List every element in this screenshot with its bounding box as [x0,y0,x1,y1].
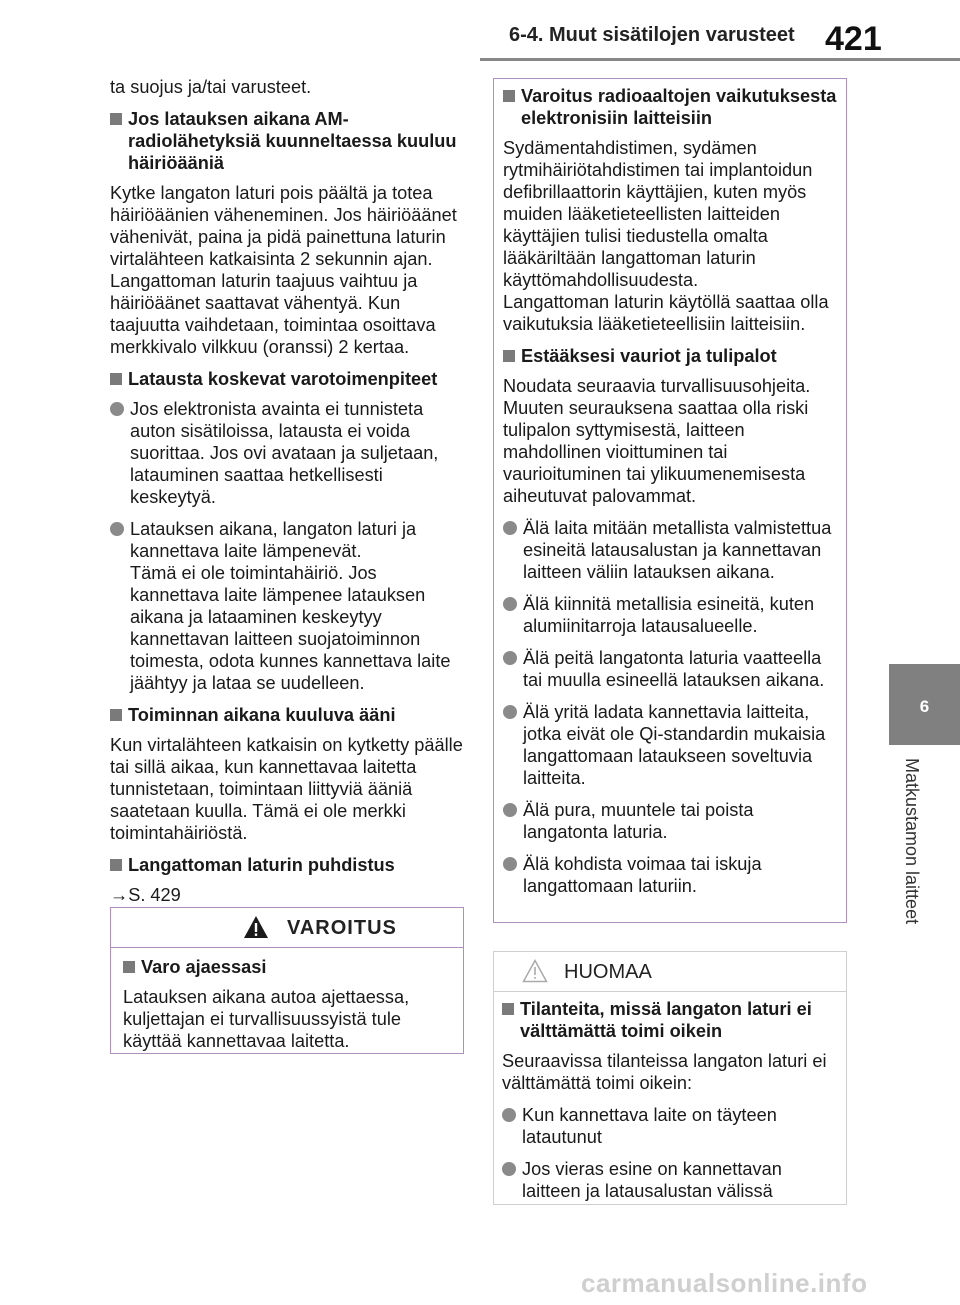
heading-text: Jos latauksen aikana AM-radiolähetyksiä kuunneltaessa kuuluu häiriöääniä [128,109,457,173]
circle-bullet-icon [502,1162,516,1176]
warning-box-header [111,908,463,948]
note-box [493,951,847,1205]
page-reference[interactable] [110,884,465,906]
operation-sound-text: Kun virtalähteen katkaisin on kytketty päälle tai sillä aikaa, kun kannettavaa laitetta tunnistetaan, toimintaan liittyviä ääniä saatetaan kuulla. Tämä ei ole merkki toimintahäiriöstä. [110,735,463,843]
circle-bullet-icon [503,651,517,665]
list-item-text: Älä pura, muuntele tai poista langatonta laturia. [523,800,754,842]
heading-am-radio [110,108,465,174]
heading-text: Tilanteita, missä langaton laturi ei välttämättä toimi oikein [520,999,812,1041]
list-item-text: Latauksen aikana, langaton laturi ja kannettava laite lämpenevät. [130,519,417,561]
arrow-right-icon: → [110,885,129,905]
square-bullet-icon [110,709,122,721]
heading-text: Varoitus radioaaltojen vaikutuksesta elektronisiin laitteisiin [521,86,837,128]
heading-cleaning [110,854,465,876]
heading-precautions [110,368,465,390]
list-item [503,799,838,843]
chapter-number: 6 [919,697,930,716]
list-item-text: Älä yritä ladata kannettavia laitteita, jotka eivät ole Qi-standardin mukaisia langattomaan lataukseen soveltuvia laitteita. [523,702,826,788]
chapter-label: Matkustamon laitteet [902,758,922,925]
note-heading [502,998,838,1042]
circle-bullet-icon [503,597,517,611]
heading-text: Estääksesi vauriot ja tulipalot [521,346,777,366]
warning-text: Latauksen aikana autoa ajettaessa, kuljettajan ei turvallisuussyistä tule käyttää kannettavaa laitetta. [123,987,410,1051]
left-column [110,76,465,916]
header-rule [480,58,960,61]
fire-prevention-text: Noudata seuraavia turvallisuusohjeita. Muuten seurauksena saattaa olla riski tulipalon syttymisestä, laitteen mahdollinen vioittuminen tai vaurioituminen tai ylikuumenemisesta aiheutuvat palovammat. [503,376,811,506]
heading-text: Toiminnan aikana kuuluva ääni [128,705,396,725]
square-bullet-icon [503,350,515,362]
circle-bullet-icon [110,402,124,416]
square-bullet-icon [110,373,122,385]
heading-text: Latausta koskevat varotoimenpiteet [128,369,438,389]
list-item [502,1158,838,1202]
list-item [110,518,465,694]
list-item-text: Jos vieras esine on kannettavan laitteen ja latausalustan välissä [522,1159,782,1201]
note-box-body [494,992,846,1220]
square-bullet-icon [503,90,515,102]
list-item [503,593,838,637]
section-title: 6-4. Muut sisätilojen varusteet [509,24,795,46]
circle-bullet-icon [110,522,124,536]
heading-radio-waves [503,85,838,129]
warning-box [110,907,464,1054]
page-number: 421 [825,20,882,58]
circle-bullet-icon [503,521,517,535]
chapter-tab [889,664,960,745]
square-bullet-icon [110,113,122,125]
circle-bullet-icon [503,705,517,719]
radio-waves-text: Sydämentahdistimen, sydämen rytmihäiriötahdistimen tai implantoidun defibrillaattorin käyttäjien, kuten myös muiden lääketieteellisten laitteiden käyttäjien tulisi tiedustella omalta lääkäriltään langattoman laturin käyttömahdollisuudesta. [503,138,813,290]
warning-triangle-icon [243,915,269,939]
list-item-text: Tämä ei ole toimintahäiriö. Jos kannettava laite lämpenee latauksen aikana ja lataaminen keskeytyy kannettavan laitteen suojatoiminnon toimesta, odota kunnes kannettava laite jäähtyy ja lataa se uudelleen. [130,563,451,693]
heading-operation-sound [110,704,465,726]
radio-waves-text-2: Langattoman laturin käytöllä saattaa olla vaikutuksia lääketieteellisiin laitteisiin. [503,292,829,334]
list-item-text: Älä peitä langatonta laturia vaatteella tai muulla esineellä latauksen aikana. [523,648,825,690]
right-warning-box [493,78,847,923]
list-item-text: Älä laita mitään metallista valmistettua esineitä latausalustan ja kannettavan laitteen väliin latauksen aikana. [523,518,832,582]
list-item [503,853,838,897]
caution-triangle-icon [522,959,548,983]
list-item [503,701,838,789]
note-box-header [494,952,846,992]
list-item [503,647,838,691]
list-item [503,517,838,583]
square-bullet-icon [502,1003,514,1015]
square-bullet-icon [110,859,122,871]
warning-box-body [111,948,463,1062]
heading-text: Varo ajaessasi [141,957,267,977]
list-item [502,1104,838,1148]
warning-title: VAROITUS [287,917,397,939]
circle-bullet-icon [502,1108,516,1122]
circle-bullet-icon [503,803,517,817]
list-item-text: Jos elektronista avainta ei tunnisteta auton sisätiloissa, latausta ei voida suorittaa. Jos ovi avataan ja suljetaan, latauminen saattaa hetkellisesti keskeytyä. [130,399,439,507]
note-title: HUOMAA [564,961,652,983]
list-item-text: Kun kannettava laite on täyteen latautunut [522,1105,777,1147]
watermark: carmanualsonline.info [581,1268,868,1298]
page-reference-text: S. 429 [128,885,181,905]
note-text: Seuraavissa tilanteissa langaton laturi ei välttämättä toimi oikein: [502,1051,827,1093]
intro-text: ta suojus ja/tai varusteet. [110,77,312,97]
heading-fire-prevention [503,345,838,367]
list-item-text: Älä kohdista voimaa tai iskuja langattomaan laturiin. [523,854,762,896]
list-item-text: Älä kiinnitä metallisia esineitä, kuten alumiinitarroja latausalueelle. [523,594,815,636]
warning-heading [123,956,453,978]
heading-text: Langattoman laturin puhdistus [128,855,395,875]
list-item [110,398,465,508]
square-bullet-icon [123,961,135,973]
circle-bullet-icon [503,857,517,871]
am-radio-text: Kytke langaton laturi pois päältä ja totea häiriöäänien väheneminen. Jos häiriöäänet vähenivät, paina ja pidä painettuna laturin virtalähteen katkaisinta 2 sekunnin ajan. Langattoman laturin taajuus vaihtuu ja häiriöäänet saattavat vähentyä. Kun taajuutta vaihdetaan, toimintaa osoittava merkkivalo vilkkuu (oranssi) 2 kertaa. [110,183,457,357]
